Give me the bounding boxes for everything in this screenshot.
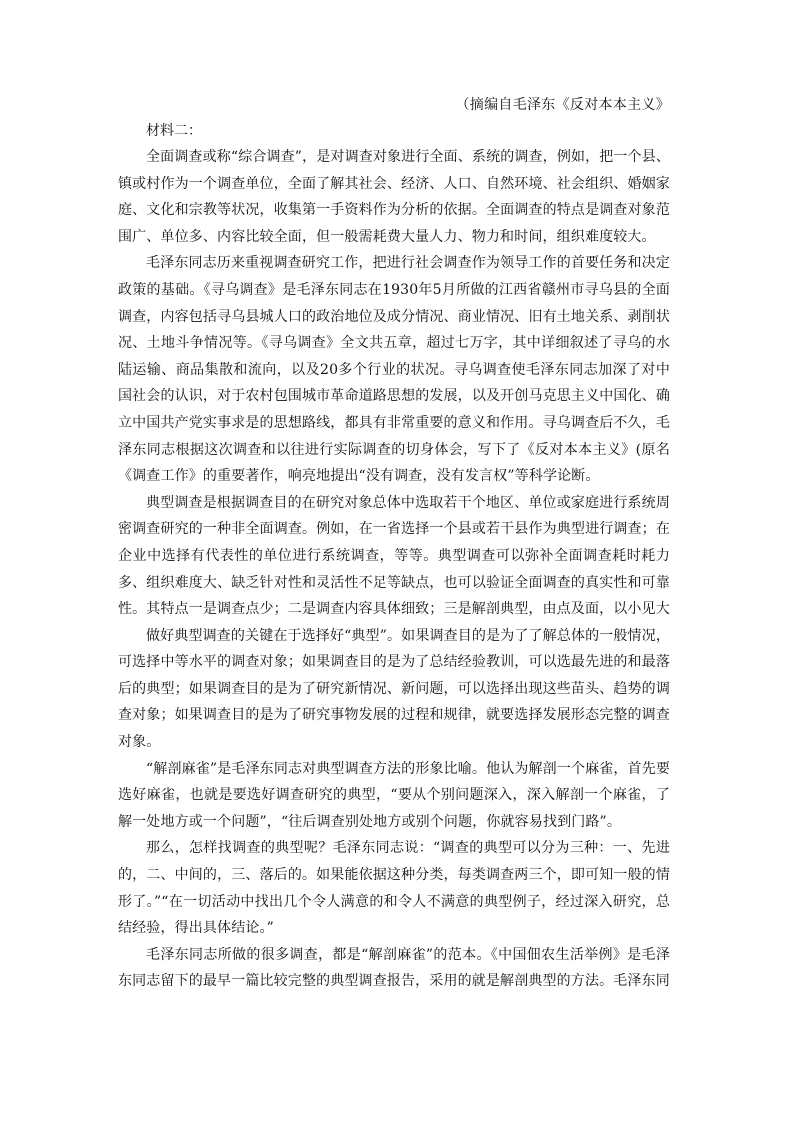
paragraph-choosing-typical: 做好典型调查的关键在于选择好“典型”。如果调查目的是为了了解总体的一般情况，可选择中等水平的调查对象；如果调查目的是为了总结经验教训，可以选最先进的和最落后的典型；如果调查目的是为了研究新情况、新问题，可以选择出现这些苗头、趋势的调查对象；如果调查目的是为了研究事物发展的过程和规律，就要选择发展形态完整的调查对象。	[118, 627, 671, 751]
paragraph-xunwu-survey: 毛泽东同志历来重视调查研究工作，把进行社会调查作为领导工作的首要任务和决定政策的基础。《寻乌调查》是毛泽东同志在1930年5月所做的江西省赣州市寻乌县的全面调查，内容包括寻乌县城人口的政治地位及成分情况、商业情况、旧有土地关系、剥削状况、土地斗争情况等。《寻乌调查》全文共五章，超过七万字，其中详细叙述了寻乌的水陆运输、商品集散和流向，以及20多个行业的状况。寻乌调查使毛泽东同志加深了对中国社会的认识，对于农村包围城市革命道路思想的发展，以及开创马克思主义中国化、确立中国共产党实事求是的思想路线，都具有非常重要的意义和作用。寻乌调查后不久，毛泽东同志根据这次调查和以往进行实际调查的切身体会，写下了《反对本本主义》(原名《调查工作》的重要著作，响亮地提出“没有调查，没有发言权”等科学论断。	[118, 255, 670, 485]
document-body	[118, 92, 670, 995]
paragraph-tenant-farmer-report: 毛泽东同志所做的很多调查，都是“解剖麻雀”的范本。《中国佃农生活举例》是毛泽东同志留下的最早一篇比较完整的典型调查报告，采用的就是解剖典型的方法。毛泽东同	[118, 946, 670, 990]
paragraph-dissecting-sparrow: “解剖麻雀”是毛泽东同志对典型调查方法的形象比喻。他认为解剖一个麻雀，首先要选好麻雀，也就是要选好调查研究的典型，“要从个别问题深入，深入解剖一个麻雀，了解一处地方或一个问题”，“往后调查别处地方或别个问题，你就容易找到门路”。	[118, 760, 671, 830]
paragraph-finding-typical: 那么，怎样找调查的典型呢？毛泽东同志说：“调查的典型可以分为三种：一、先进的，二、中间的，三、落后的。如果能依据这种分类，每类调查两三个，即可知一般的情形了。”“在一切活动中找出几个令人满意的和令人不满意的典型例子，经过深入研究，总结经验，得出具体结论。”	[118, 840, 670, 937]
source-citation: （摘编自毛泽东《反对本本主义》	[455, 97, 670, 113]
section-heading: 材料二：	[146, 123, 202, 139]
paragraph-typical-survey: 典型调查是根据调查目的在研究对象总体中选取若干个地区、单位或家庭进行系统周密调查研究的一种非全面调查。例如，在一省选择一个县或若干县作为典型进行调查；在企业中选择有代表性的单位进行系统调查，等等。典型调查可以弥补全面调查耗时耗力多、组织难度大、缺乏针对性和灵活性不足等缺点，也可以验证全面调查的真实性和可靠性。其特点一是调查点少；二是调查内容具体细致；三是解剖典型，由点及面，以小见大	[118, 494, 670, 618]
paragraph-comprehensive-survey: 全面调查或称“综合调查”，是对调查对象进行全面、系统的调查，例如，把一个县、镇或村作为一个调查单位，全面了解其社会、经济、人口、自然环境、社会组织、婚姻家庭、文化和宗教等状况，收集第一手资料作为分析的依据。全面调查的特点是调查对象范围广、单位多、内容比较全面，但一般需耗费大量人力、物力和时间，组织难度较大。	[118, 149, 671, 245]
